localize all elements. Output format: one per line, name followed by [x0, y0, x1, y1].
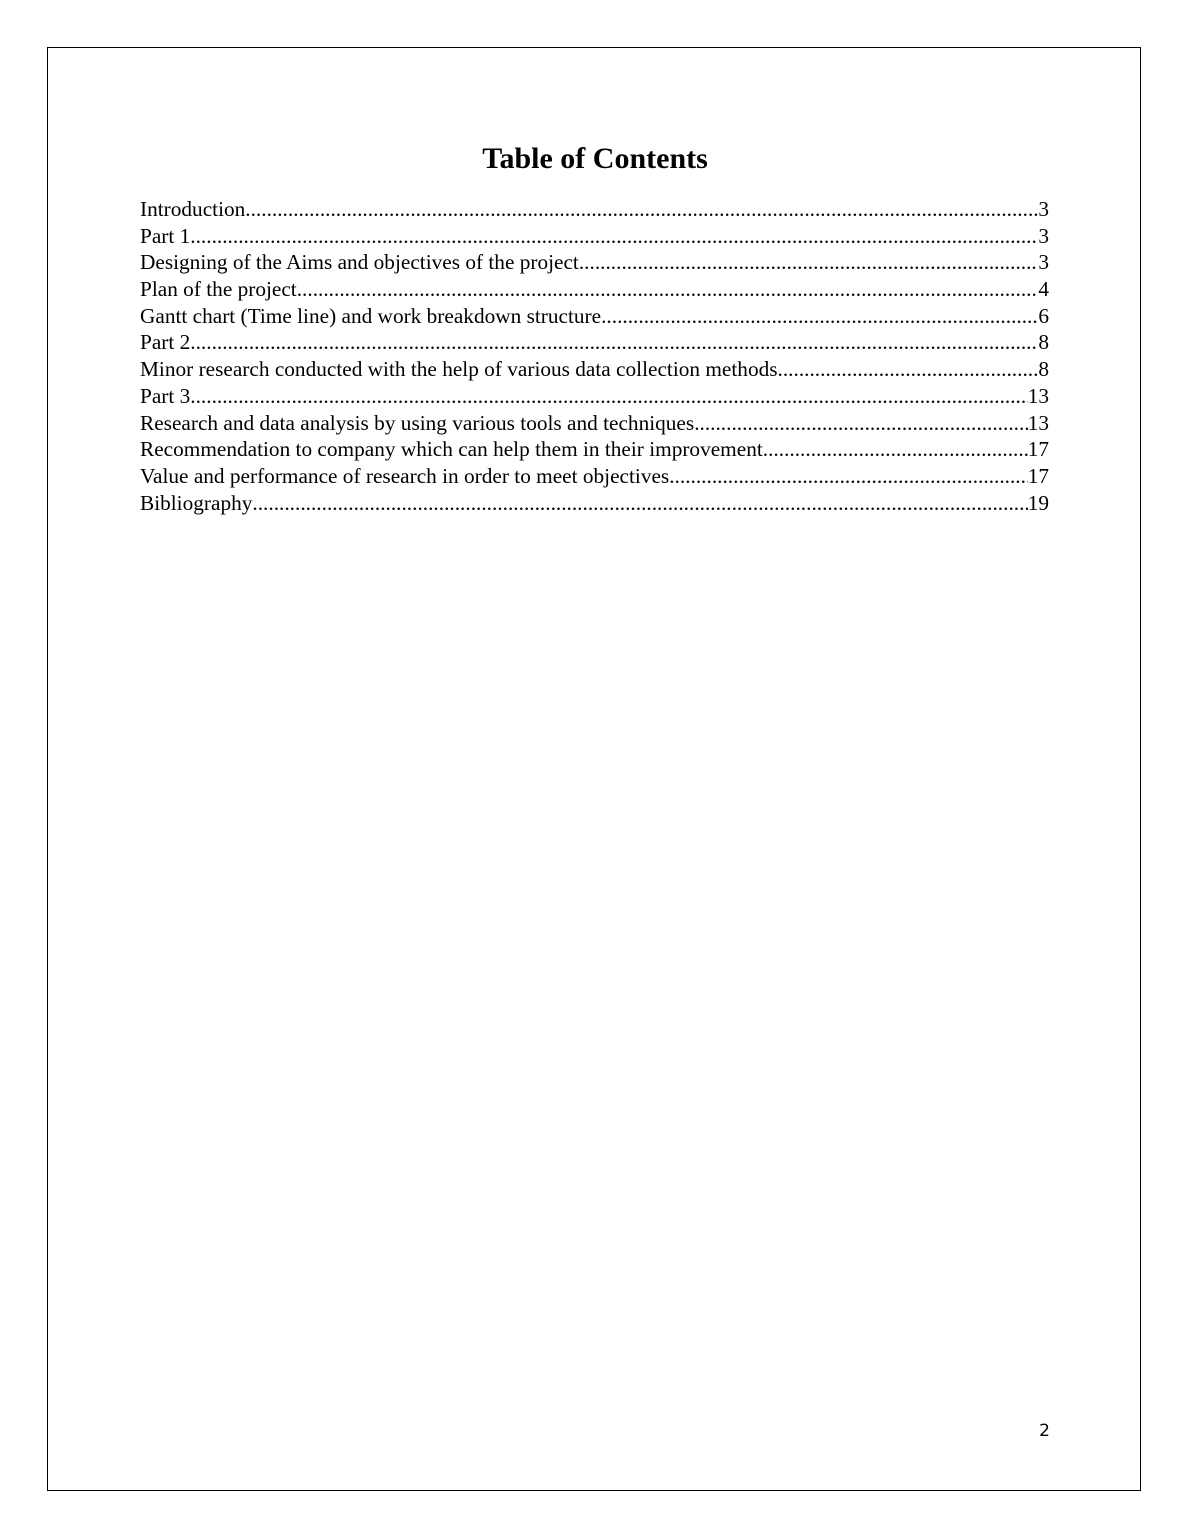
- toc-dot-leader: [579, 249, 1038, 276]
- toc-entry-label: Part 1: [140, 223, 191, 248]
- toc-dot-leader: [297, 276, 1039, 303]
- toc-entry-recommendation[interactable]: [140, 436, 1049, 463]
- toc-entry-aims-objectives[interactable]: [140, 249, 1049, 276]
- toc-entry-plan[interactable]: [140, 276, 1049, 303]
- toc-entry-page: 17: [1027, 437, 1049, 462]
- toc-entry-research-analysis[interactable]: [140, 410, 1049, 437]
- toc-dot-leader: [601, 303, 1038, 330]
- toc-entry-introduction[interactable]: [140, 196, 1049, 223]
- toc-entry-page: 13: [1027, 383, 1049, 408]
- toc-entry-label: Designing of the Aims and objectives of the project: [140, 250, 579, 275]
- toc-dot-leader: [778, 356, 1039, 383]
- toc-dot-leader: [245, 196, 1038, 223]
- toc-entry-page: 8: [1038, 357, 1049, 382]
- toc-entry-label: Bibliography: [140, 490, 253, 515]
- toc-entry-label: Introduction: [140, 197, 246, 221]
- toc-entry-label: Part 2: [140, 330, 191, 355]
- toc-entry-part-2[interactable]: [140, 329, 1049, 356]
- toc-entry-page: 8: [1038, 330, 1049, 355]
- toc-entry-part-3[interactable]: [140, 383, 1049, 410]
- toc-dot-leader: [252, 490, 1027, 517]
- toc-entry-value-performance[interactable]: [140, 463, 1049, 490]
- toc-entry-label: Gantt chart (Time line) and work breakdown structure: [140, 303, 602, 328]
- toc-entry-page: 19: [1027, 490, 1049, 515]
- toc-dot-leader: [669, 463, 1027, 490]
- toc-entry-page: 17: [1027, 463, 1049, 488]
- toc-list: [140, 196, 1049, 516]
- toc-dot-leader: [190, 223, 1038, 250]
- toc-entry-gantt-chart[interactable]: [140, 303, 1049, 330]
- toc-entry-minor-research[interactable]: [140, 356, 1049, 383]
- toc-dot-leader: [763, 436, 1028, 463]
- toc-dot-leader: [694, 410, 1028, 437]
- toc-entry-label: Part 3: [140, 383, 191, 408]
- toc-entry-page: 3: [1038, 197, 1049, 221]
- toc-dot-leader: [190, 383, 1027, 410]
- toc-entry-part-1[interactable]: [140, 223, 1049, 250]
- toc-entry-page: 3: [1038, 223, 1049, 248]
- toc-entry-label: Recommendation to company which can help them in their improvement: [140, 437, 763, 462]
- toc-entry-bibliography[interactable]: [140, 490, 1049, 517]
- toc-entry-page: 4: [1038, 277, 1049, 302]
- page-number: 2: [1039, 1421, 1050, 1441]
- toc-entry-page: 13: [1027, 410, 1049, 435]
- toc-title: Table of Contents: [482, 142, 708, 175]
- toc-entry-label: Plan of the project: [140, 277, 297, 302]
- toc-entry-label: Value and performance of research in order to meet objectives: [140, 463, 670, 488]
- toc-entry-label: Research and data analysis by using various tools and techniques: [140, 410, 695, 435]
- toc-dot-leader: [190, 329, 1038, 356]
- toc-entry-page: 3: [1038, 250, 1049, 275]
- toc-entry-label: Minor research conducted with the help of various data collection methods: [140, 357, 778, 382]
- toc-entry-page: 6: [1038, 303, 1049, 328]
